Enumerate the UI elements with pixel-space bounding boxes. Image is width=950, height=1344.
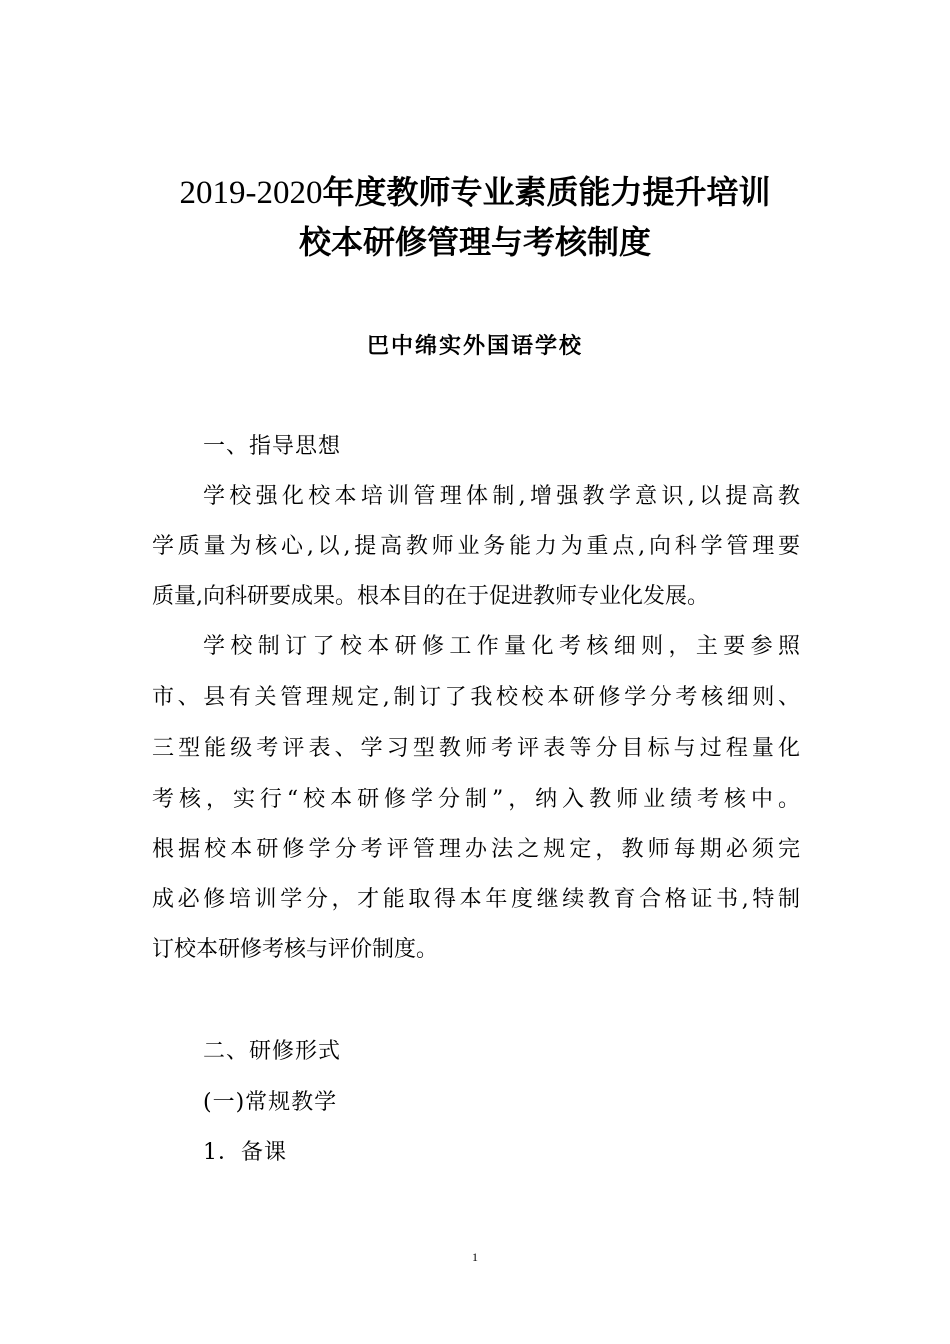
document-title-line-1 bbox=[0, 172, 950, 213]
title-line-1-text: 年度教师专业素质能力提升培训 bbox=[322, 173, 771, 211]
section-heading-guiding-ideology: 一、指导思想 bbox=[203, 434, 342, 459]
list-item-heading: 1．备课 bbox=[203, 1140, 287, 1165]
title-year-range: 2019-2020 bbox=[179, 175, 323, 211]
paragraph-line: 根据校本研修学分考评管理办法之规定，教师每期必须完 bbox=[152, 837, 800, 862]
paragraph-line: 市、县有关管理规定,制订了我校校本研修学分考核细则、 bbox=[152, 685, 800, 710]
paragraph-line: 成必修培训学分，才能取得本年度继续教育合格证书,特制 bbox=[152, 887, 800, 912]
section-heading-training-forms: 二、研修形式 bbox=[203, 1039, 342, 1064]
paragraph-line: 学校制订了校本研修工作量化考核细则，主要参照 bbox=[203, 634, 800, 659]
paragraph-line: 学质量为核心,以,提高教师业务能力为重点,向科学管理要 bbox=[152, 534, 800, 559]
document-title-line-2: 校本研修管理与考核制度 bbox=[298, 223, 651, 261]
page-number: 1 bbox=[472, 1250, 478, 1264]
paragraph-line: 订校本研修考核与评价制度。 bbox=[152, 937, 439, 962]
paragraph-line: 学校强化校本培训管理体制,增强教学意识,以提高教 bbox=[203, 484, 800, 509]
paragraph-line: 质量,向科研要成果。根本目的在于促进教师专业化发展。 bbox=[152, 584, 709, 609]
paragraph-line: 考核，实行“校本研修学分制”，纳入教师业绩考核中。 bbox=[152, 787, 800, 812]
school-name: 巴中绵实外国语学校 bbox=[366, 334, 583, 359]
paragraph-line: 三型能级考评表、学习型教师考评表等分目标与过程量化 bbox=[152, 736, 800, 761]
subsection-heading: (一)常规教学 bbox=[203, 1090, 338, 1115]
